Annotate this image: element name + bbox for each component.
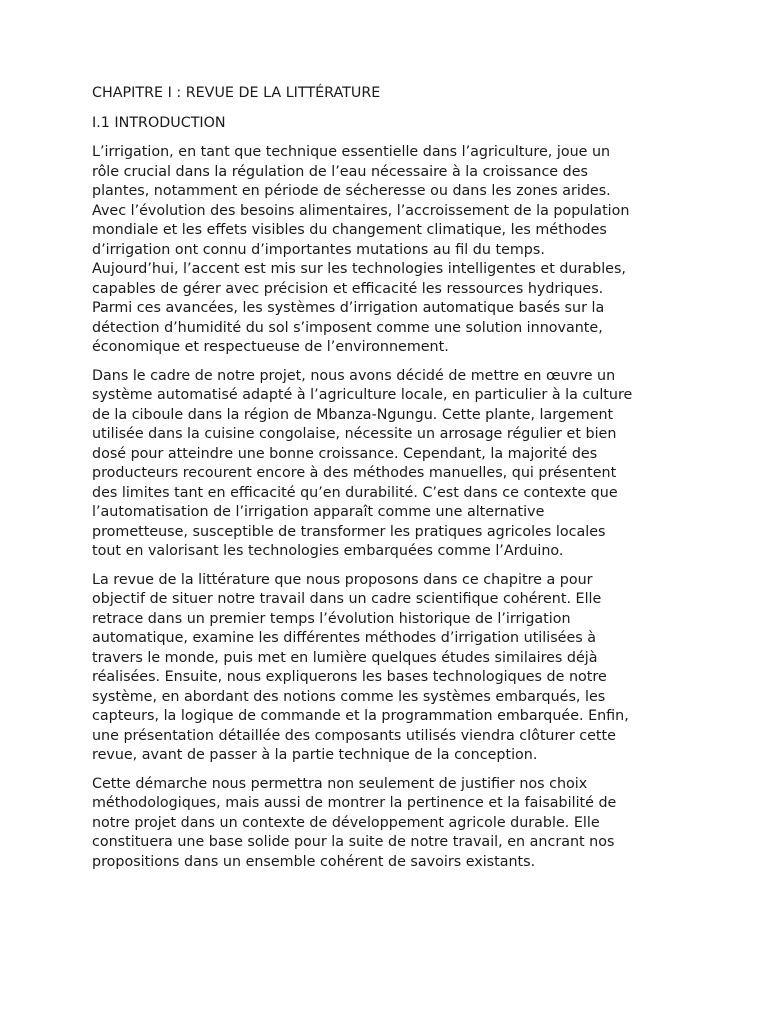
paragraph-line: L’irrigation, en tant que technique essentielle dans l’agriculture, joue un xyxy=(92,144,611,160)
paragraph-line: utilisée dans la cuisine congolaise, nécessite un arrosage régulier et bien xyxy=(92,426,617,442)
paragraph xyxy=(92,571,684,766)
paragraph-line: producteurs recourent encore à des méthodes manuelles, qui présentent xyxy=(92,465,617,481)
paragraph-line: La revue de la littérature que nous proposons dans ce chapitre a pour xyxy=(92,571,593,588)
paragraph-line: dosé pour atteindre une bonne croissance. Cependant, la majorité des xyxy=(92,445,598,462)
paragraph-line: d’irrigation ont connu d’importantes mutations au fil du temps. xyxy=(92,241,545,258)
section-title: I.1 INTRODUCTION xyxy=(92,115,226,131)
paragraph-line: propositions dans un ensemble cohérent de savoirs existants. xyxy=(92,853,536,870)
paragraph-line: revue, avant de passer à la partie technique de la conception. xyxy=(92,747,538,763)
paragraph-line: système, en abordant des notions comme les systèmes embarqués, les xyxy=(92,688,606,705)
paragraph-line: Parmi ces avancées, les systèmes d’irrigation automatique basés sur la xyxy=(92,300,605,316)
paragraph-line: détection d’humidité du sol s’imposent comme une solution innovante, xyxy=(92,319,603,336)
paragraph-line: l’automatisation de l’irrigation apparaît comme une alternative xyxy=(92,504,545,520)
paragraph-line: réalisées. Ensuite, nous expliquerons les bases technologiques de notre xyxy=(92,669,607,685)
paragraph-line: capteurs, la logique de commande et la programmation embarquée. Enfin, xyxy=(92,708,629,724)
paragraph-line: Cette démarche nous permettra non seulement de justifier nos choix xyxy=(92,775,588,792)
paragraph-line: notre projet dans un contexte de développement agricole durable. Elle xyxy=(92,814,600,831)
paragraph-line: une présentation détaillée des composants utilisés viendra clôturer cette xyxy=(92,727,616,744)
paragraph-line: plantes, notamment en période de sécheresse ou dans les zones arides. xyxy=(92,183,611,199)
paragraph-line: automatique, examine les différentes méthodes d’irrigation utilisées à xyxy=(92,630,597,646)
paragraph-line: retrace dans un premier temps l’évolution historique de l’irrigation xyxy=(92,610,571,627)
paragraph-line: constituera une base solide pour la suite de notre travail, en ancrant nos xyxy=(92,834,615,850)
paragraph-list xyxy=(92,143,684,872)
paragraph-line: méthodologiques, mais aussi de montrer la pertinence et la faisabilité de xyxy=(92,795,617,811)
paragraph-line: travers le monde, puis met en lumière quelques études similaires déjà xyxy=(92,649,598,666)
paragraph-line: capables de gérer avec précision et efficacité les ressources hydriques. xyxy=(92,280,604,297)
paragraph-line: des limites tant en efficacité qu’en durabilité. C’est dans ce contexte que xyxy=(92,484,618,501)
paragraph-line: rôle crucial dans la régulation de l’eau nécessaire à la croissance des xyxy=(92,163,588,180)
chapter-title: CHAPITRE I : REVUE DE LA LITTÉRATURE xyxy=(92,85,381,101)
document-content xyxy=(92,84,684,881)
paragraph-line: économique et respectueuse de l’environnement. xyxy=(92,339,449,355)
paragraph-line: prometteuse, susceptible de transformer les pratiques agricoles locales xyxy=(92,523,606,540)
paragraph-line: Dans le cadre de notre projet, nous avons décidé de mettre en œuvre un xyxy=(92,367,616,384)
paragraph-line: de la ciboule dans la région de Mbanza-Ngungu. Cette plante, largement xyxy=(92,406,614,423)
paragraph-line: système automatisé adapté à l’agriculture locale, en particulier à la culture xyxy=(92,387,633,403)
paragraph xyxy=(92,775,684,873)
paragraph-line: Avec l’évolution des besoins alimentaires, l’accroissement de la population xyxy=(92,202,630,219)
paragraph xyxy=(92,367,684,562)
paragraph-line: objectif de situer notre travail dans un cadre scientifique cohérent. Elle xyxy=(92,591,602,607)
paragraph-line: Aujourd’hui, l’accent est mis sur les technologies intelligentes et durables, xyxy=(92,261,626,277)
paragraph-line: mondiale et les effets visibles du changement climatique, les méthodes xyxy=(92,222,607,238)
paragraph-line: tout en valorisant les technologies embarquées comme l’Arduino. xyxy=(92,543,564,559)
paragraph xyxy=(92,143,684,358)
